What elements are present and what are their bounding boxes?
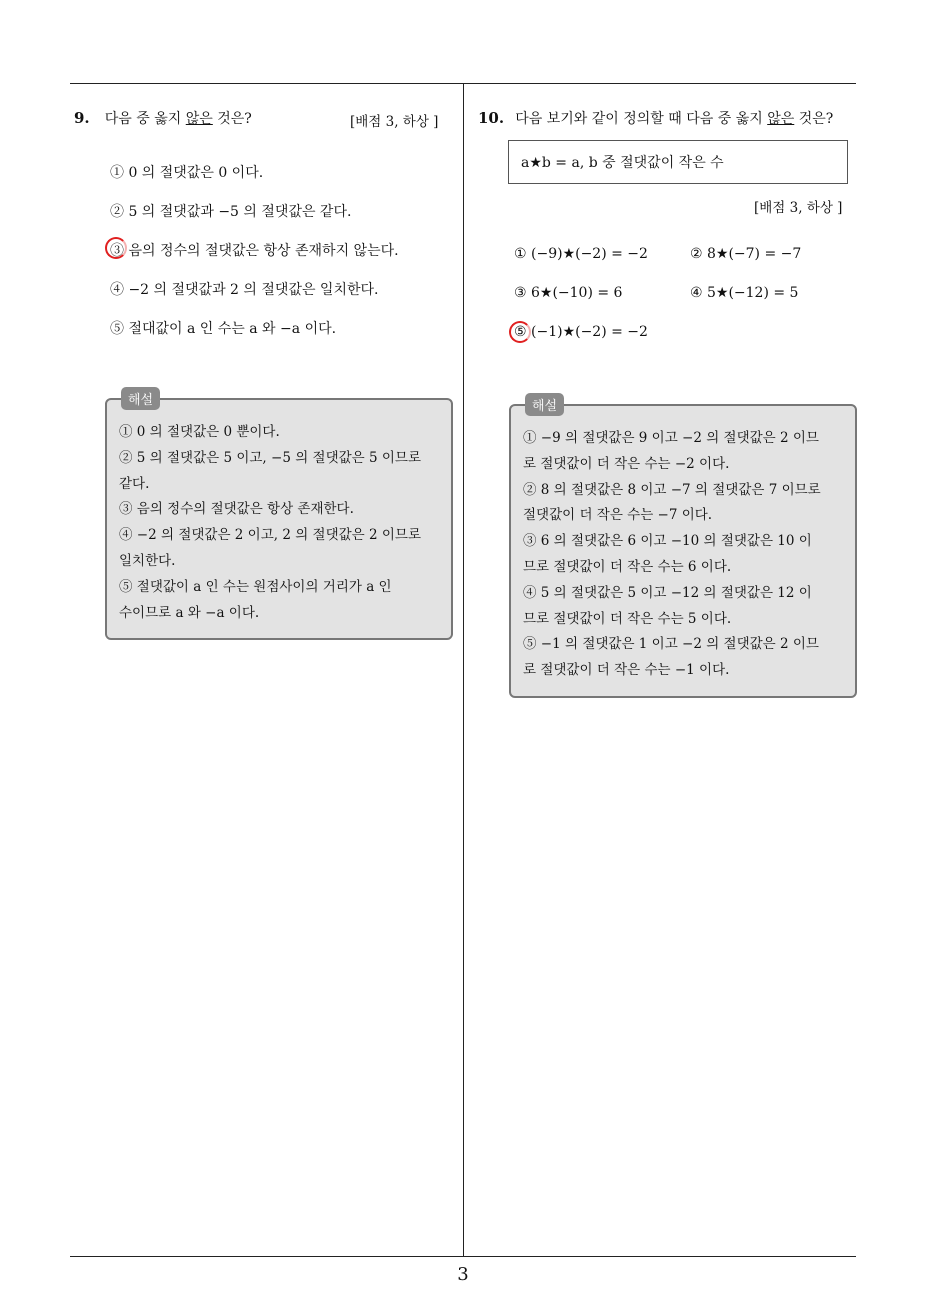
option-3[interactable]: ③ 6★(−10) = 6 [514, 285, 623, 301]
solution-line: ③ 6 의 절댓값은 6 이고 −10 의 절댓값은 10 이 [523, 533, 812, 550]
solution-text [523, 426, 845, 684]
solution-line: 같다. [119, 475, 150, 492]
solution-line: 로 절댓값이 더 작은 수는 −1 이다. [523, 662, 730, 679]
option-5[interactable]: ⑤ 절대값이 a 인 수는 a 와 −a 이다. [110, 321, 337, 337]
question-9-header [74, 108, 252, 128]
solution-line: ④ −2 의 절댓값은 2 이고, 2 의 절댓값은 2 이므로 [119, 527, 421, 544]
solution-text [119, 420, 441, 626]
solution-line: ④ 5 의 절댓값은 5 이고 −12 의 절댓값은 12 이 [523, 584, 812, 601]
definition-box [508, 140, 848, 184]
solution-tag: 해설 [525, 393, 564, 416]
solution-line: 절댓값이 더 작은 수는 −7 이다. [523, 507, 713, 524]
question-text [105, 111, 252, 127]
option-3[interactable]: ③ 음의 정수의 절댓값은 항상 존재하지 않는다. [110, 243, 399, 259]
page-number: 3 [457, 1264, 469, 1285]
definition-text: a★b = a, b 중 절댓값이 작은 수 [521, 155, 724, 171]
question-text [515, 111, 833, 127]
solution-line: 므로 절댓값이 더 작은 수는 5 이다. [523, 610, 732, 627]
option-1[interactable]: ① 0 의 절댓값은 0 이다. [110, 165, 264, 181]
solution-line: 므로 절댓값이 더 작은 수는 6 이다. [523, 558, 732, 575]
solution-tag: 해설 [121, 387, 160, 410]
solution-box [509, 399, 857, 698]
option-2[interactable]: ② 8★(−7) = −7 [690, 246, 802, 262]
option-2[interactable]: ② 5 의 절댓값과 −5 의 절댓값은 같다. [110, 204, 352, 220]
question-text-prefix: 다음 중 옳지 [104, 111, 186, 127]
solution-line: ③ 음의 정수의 절댓값은 항상 존재한다. [119, 501, 354, 518]
solution-line: ② 8 의 절댓값은 8 이고 −7 의 절댓값은 7 이므로 [523, 481, 821, 498]
solution-line: ⑤ 절댓값이 a 인 수는 원점사이의 거리가 a 인 [119, 578, 392, 595]
solution-line: ② 5 의 절댓값은 5 이고, −5 의 절댓값은 5 이므로 [119, 449, 421, 466]
bottom-rule [70, 1256, 856, 1257]
score-label: [배점 3, 하상 ] [350, 114, 439, 130]
solution-line: ⑤ −1 의 절댓값은 1 이고 −2 의 절댓값은 2 이므 [523, 636, 819, 653]
question-number: 9. [74, 109, 90, 127]
solution-line: ① 0 의 절댓값은 0 뿐이다. [119, 424, 280, 440]
question-text-underlined: 않은 [767, 111, 795, 127]
solution-line: 수이므로 a 와 −a 이다. [119, 604, 260, 621]
question-number: 10. [478, 109, 505, 127]
option-5[interactable]: ⑤ (−1)★(−2) = −2 [514, 324, 648, 340]
solution-box [105, 393, 453, 640]
question-text-underlined: 않은 [185, 111, 213, 127]
question-text-prefix: 다음 보기와 같이 정의할 때 다음 중 옳지 [515, 111, 768, 127]
question-text-suffix: 것은? [794, 111, 834, 127]
option-4[interactable]: ④ 5★(−12) = 5 [690, 285, 799, 301]
answer-mark [105, 237, 127, 259]
option-4[interactable]: ④ −2 의 절댓값과 2 의 절댓값은 일치한다. [110, 282, 379, 298]
score-label: [배점 3, 하상 ] [754, 200, 843, 216]
answer-mark [509, 321, 531, 343]
solution-line: ① −9 의 절댓값은 9 이고 −2 의 절댓값은 2 이므 [523, 430, 819, 446]
question-10-header [478, 108, 833, 128]
solution-line: 로 절댓값이 더 작은 수는 −2 이다. [523, 455, 730, 472]
column-divider [463, 84, 464, 1256]
solution-line: 일치한다. [119, 552, 176, 569]
question-text-suffix: 것은? [212, 111, 252, 127]
option-1[interactable]: ① (−9)★(−2) = −2 [514, 246, 648, 262]
